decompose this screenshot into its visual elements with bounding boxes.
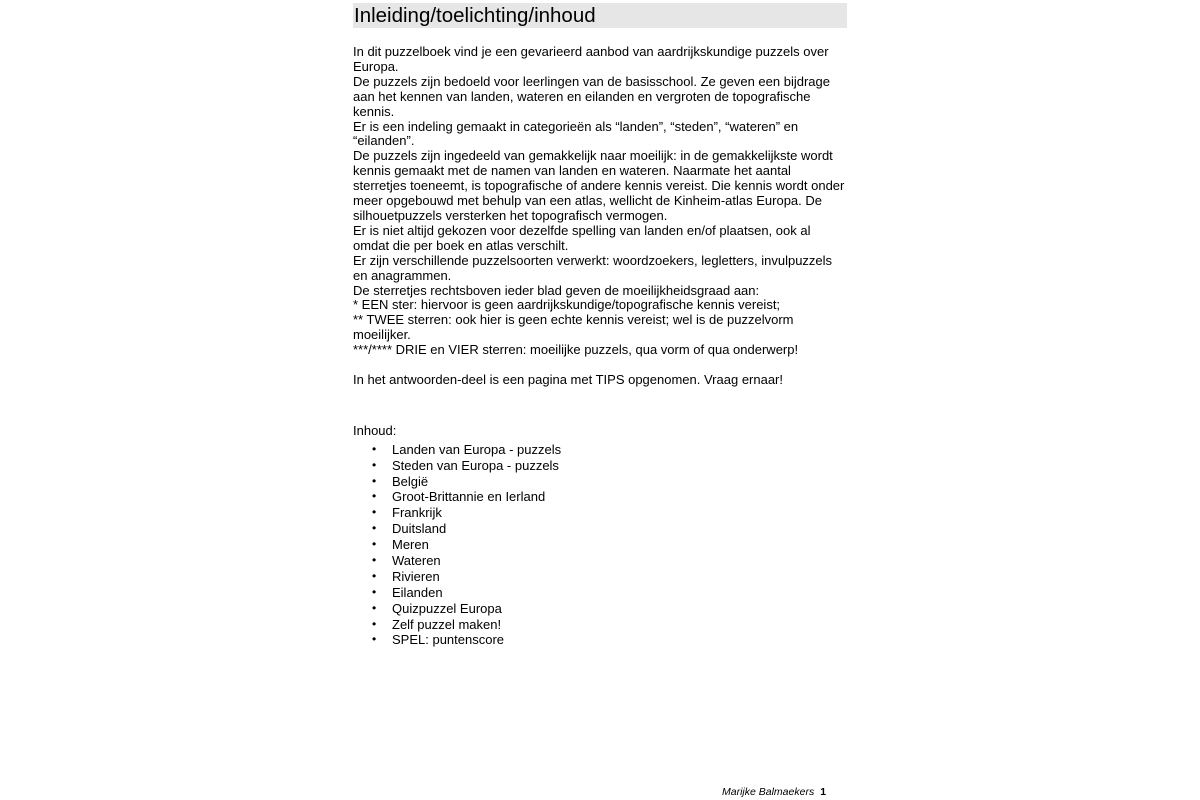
intro-line: sterretjes toeneemt, is topografische of andere kennis vereist. Die kennis wordt onder (353, 178, 845, 194)
list-item (353, 585, 847, 601)
bullet-icon: • (372, 441, 377, 456)
intro-line: Er is een indeling gemaakt in categorieën als “landen”, “steden”, “wateren” en (353, 118, 799, 134)
list-item-label: Groot-Brittannie en Ierland (392, 489, 546, 505)
intro-line: omdat die per boek en atlas verschilt. (353, 237, 569, 253)
page-footer (722, 786, 826, 798)
page-title: Inleiding/toelichting/inhoud (354, 4, 596, 27)
list-item (353, 474, 847, 490)
list-item (353, 601, 847, 617)
intro-line: meer opgebouwd met behulp van een atlas, wellicht de Kinheim-atlas Europa. De (353, 193, 822, 209)
list-item-label: Steden van Europa - puzzels (392, 457, 559, 473)
list-item (353, 489, 847, 505)
tips-line: In het antwoorden-deel is een pagina met TIPS opgenomen. Vraag ernaar! (353, 371, 784, 387)
bullet-icon: • (372, 632, 377, 647)
list-item (353, 458, 847, 474)
list-item-label: Quizpuzzel Europa (392, 600, 502, 616)
bullet-icon: • (372, 584, 377, 599)
spacer (353, 388, 847, 424)
list-item (353, 632, 847, 648)
list-item-label: Meren (392, 537, 429, 553)
bullet-icon: • (372, 537, 377, 552)
intro-line: ***/**** DRIE en VIER sterren: moeilijke puzzels, qua vorm of qua onderwerp! (353, 342, 799, 358)
intro-line: Er is niet altijd gekozen voor dezelfde spelling van landen en/of plaatsen, ook al (353, 222, 811, 238)
list-item-label: Wateren (392, 552, 441, 568)
intro-line: “eilanden”. (353, 133, 415, 149)
list-item-label: Rivieren (392, 568, 440, 584)
intro-line: De puzzels zijn bedoeld voor leerlingen van de basisschool. Ze geven een bijdrage (353, 73, 830, 89)
bullet-icon: • (372, 552, 377, 567)
bullet-icon: • (372, 489, 377, 504)
bullet-icon: • (372, 473, 377, 488)
intro-paragraphs (353, 45, 847, 358)
bullet-icon: • (372, 600, 377, 615)
intro-line: Europa. (353, 58, 399, 74)
document-page (353, 3, 847, 800)
contents-list (353, 442, 847, 649)
list-item-label: SPEL: puntenscore (392, 632, 505, 648)
intro-line: In dit puzzelboek vind je een gevarieerd aanbod van aardrijkskundige puzzels over (353, 44, 829, 59)
spacer (353, 358, 847, 373)
list-item (353, 553, 847, 569)
list-item-label: Eilanden (392, 584, 443, 600)
list-item (353, 569, 847, 585)
intro-line: ** TWEE sterren: ook hier is geen echte kennis vereist; wel is de puzzelvorm (353, 312, 794, 328)
list-item-label: Landen van Europa - puzzels (392, 441, 562, 457)
list-item-label: Duitsland (392, 521, 447, 537)
bullet-icon: • (372, 616, 377, 631)
bullet-icon: • (372, 568, 377, 583)
page-number: 1 (820, 786, 827, 798)
intro-line: * EEN ster: hiervoor is geen aardrijkskundige/topografische kennis vereist; (353, 297, 781, 313)
intro-line: kennis gemaakt met de namen van landen en wateren. Naarmate het aantal (353, 163, 791, 179)
list-item-label: Zelf puzzel maken! (392, 616, 502, 632)
intro-line: Er zijn verschillende puzzelsoorten verwerkt: woordzoekers, legletters, invulpuzzels (353, 252, 833, 268)
intro-line: moeilijker. (353, 327, 411, 343)
list-item (353, 442, 847, 458)
intro-line: De sterretjes rechtsboven ieder blad geven de moeilijkheidsgraad aan: (353, 282, 760, 298)
intro-line: aan het kennen van landen, wateren en eilanden en vergroten de topografische (353, 88, 811, 104)
footer-author: Marijke Balmaekers (722, 786, 815, 798)
bullet-icon: • (372, 505, 377, 520)
list-item-label: België (392, 473, 429, 489)
body-text (353, 45, 847, 648)
list-item (353, 537, 847, 553)
list-item (353, 521, 847, 537)
intro-line: kennis. (353, 103, 395, 119)
bullet-icon: • (372, 521, 377, 536)
list-item (353, 617, 847, 633)
intro-line: en anagrammen. (353, 267, 452, 283)
intro-line: De puzzels zijn ingedeeld van gemakkelijk naar moeilijk: in de gemakkelijkste wordt (353, 148, 833, 164)
contents-label: Inhoud: (353, 422, 397, 438)
intro-line: silhouetpuzzels versterken het topografisch vermogen. (353, 207, 668, 223)
list-item (353, 505, 847, 521)
title-bar (353, 3, 847, 28)
list-item-label: Frankrijk (392, 505, 442, 521)
bullet-icon: • (372, 457, 377, 472)
